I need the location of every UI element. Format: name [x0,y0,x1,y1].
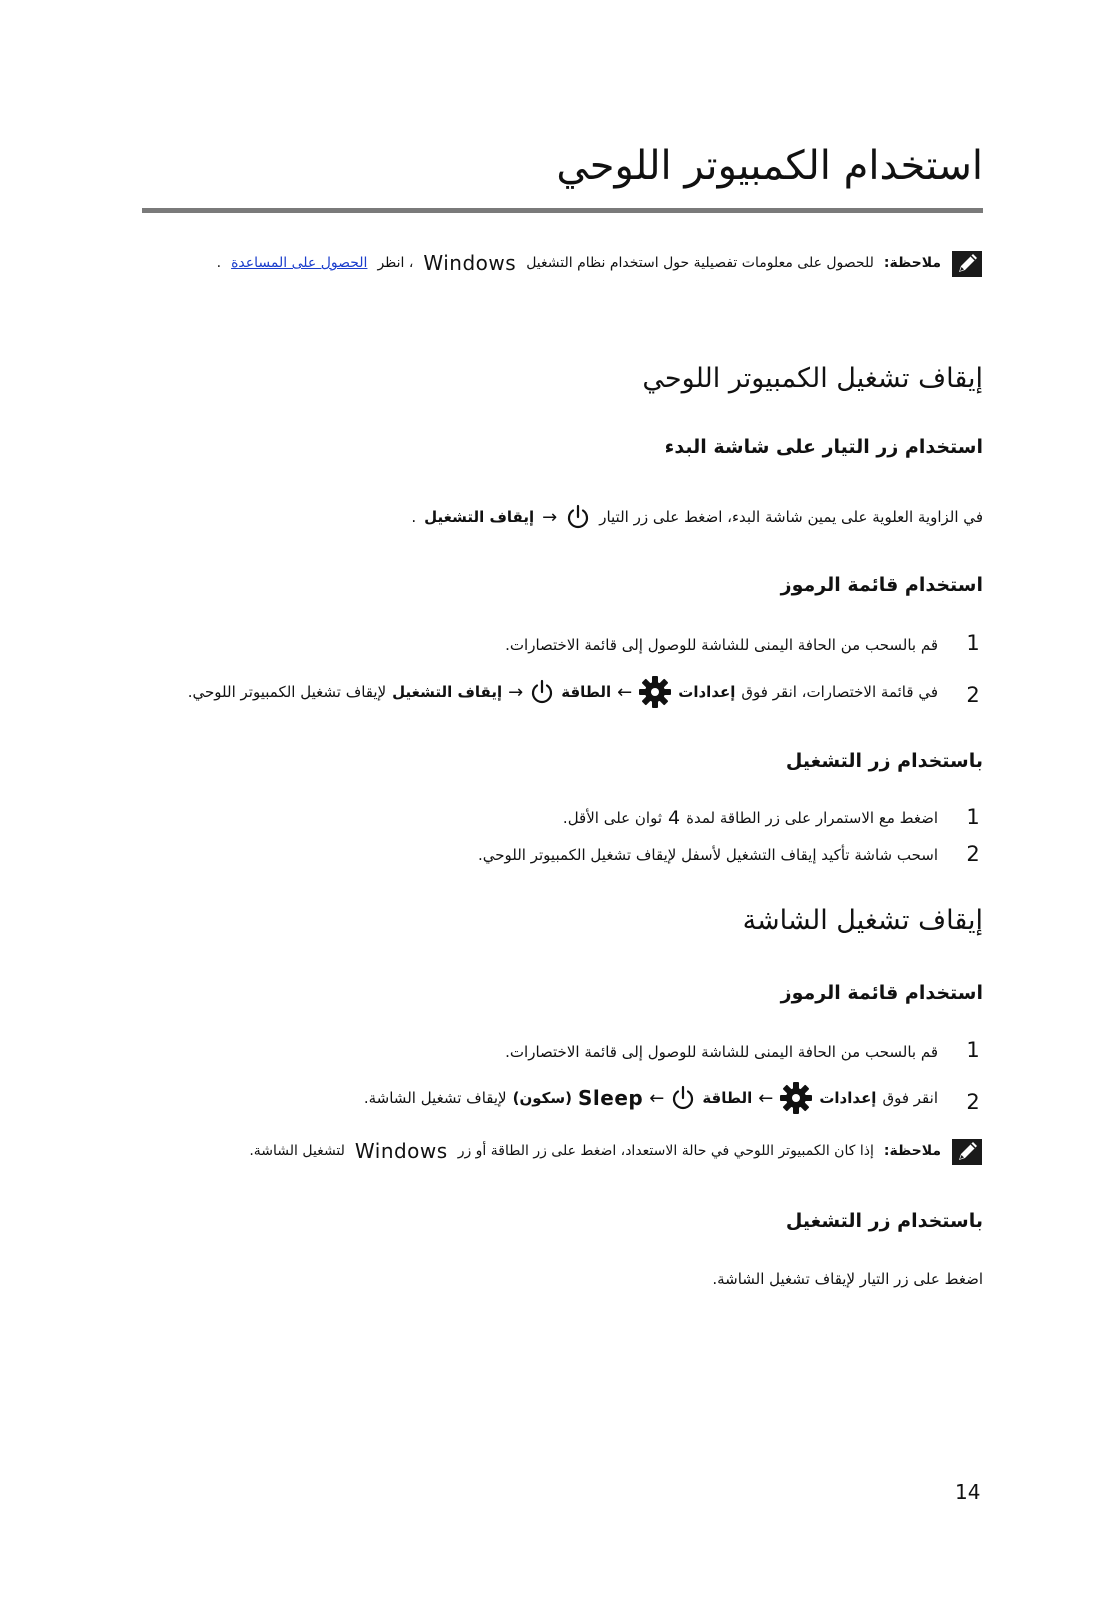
shutdown-label: إيقاف التشغيل [392,683,503,701]
power-icon [565,504,591,530]
subheading-charms-menu: استخدام قائمة الرموز [780,982,983,1004]
step-text: ثوان على الأقل. [562,809,663,827]
subheading-power-button: باستخدام زر التشغيل [785,1210,983,1232]
start-screen-instruction [411,504,983,530]
gear-icon [779,1081,813,1115]
instruction-text: في الزاوية العلوية على يمين شاشة البدء، اضغط على زر التيار [599,508,983,526]
step-text: اضغط مع الاستمرار على زر الطاقة لمدة [686,809,938,827]
power-icon [529,679,555,705]
screen-power-instruction [712,1270,983,1288]
note-text-2: لتشغيل الشاشة. [249,1143,345,1159]
step-number: 2 [966,842,980,866]
subheading-power-button: باستخدام زر التشغيل [785,750,983,772]
step-text: اسحب شاشة تأكيد إيقاف التشغيل لأسفل لإيقاف تشغيل الكمبيوتر اللوحي. [477,846,938,864]
charms-step-2 [188,675,938,709]
step-text: في قائمة الاختصارات، انقر فوق [741,683,938,701]
sleep-label-arabic: (سكون) [512,1089,572,1107]
power-label: الطاقة [702,1089,753,1107]
arrow: ← [649,1087,665,1109]
screen-step-1 [505,1043,938,1061]
instruction-period: . [411,508,417,526]
step-number: 1 [966,631,980,655]
gear-icon [638,675,672,709]
power-icon [670,1085,696,1111]
note-text-2: ، انظر [377,255,414,271]
power-label: الطاقة [561,683,612,701]
note-sleep [249,1136,983,1166]
page-title: استخدام الكمبيوتر اللوحي [556,143,983,189]
settings-label: إعدادات [819,1089,877,1107]
charms-step-1 [505,636,938,654]
step-number: 1 [966,805,980,829]
step-number: 2 [966,683,980,707]
page-number: 14 [955,1480,981,1504]
note-text: للحصول على معلومات تفصيلية حول استخدام نظام التشغيل [526,255,874,271]
step-text: قم بالسحب من الحافة اليمنى للشاشة للوصول إلى قائمة الاختصارات. [505,636,938,654]
note-windows: Windows [423,251,517,275]
step-text: لإيقاف تشغيل الشاشة. [363,1089,507,1107]
note-top [217,248,983,278]
subheading-charms-menu: استخدام قائمة الرموز [780,574,983,596]
section-heading-tablet-shutdown: إيقاف تشغيل الكمبيوتر اللوحي [642,363,983,394]
step-text: قم بالسحب من الحافة اليمنى للشاشة للوصول إلى قائمة الاختصارات. [505,1043,938,1061]
note-period: . [216,255,222,271]
note-text: إذا كان الكمبيوتر اللوحي في حالة الاستعداد، اضغط على زر الطاقة أو زر [457,1143,874,1159]
note-label: ملاحظة: [883,255,941,271]
shutdown-label: إيقاف التشغيل [424,508,535,526]
arrow: → [542,506,558,528]
arrow: → [508,681,524,703]
power-button-step-2 [478,846,938,864]
note-pencil-icon [951,248,983,278]
subheading-start-screen-power: استخدام زر التيار على شاشة البدء [664,436,983,458]
power-button-step-1 [563,807,938,829]
step-number: 1 [966,1038,980,1062]
sleep-label: Sleep [578,1086,644,1110]
arrow: ← [758,1087,774,1109]
settings-label: إعدادات [678,683,736,701]
arrow: ← [617,681,633,703]
title-underline [142,208,983,213]
section-heading-screen-off: إيقاف تشغيل الشاشة [742,905,983,936]
note-pencil-icon [951,1136,983,1166]
step-text: انقر فوق [882,1089,938,1107]
note-windows: Windows [354,1139,448,1163]
screen-step-2 [364,1081,938,1115]
help-link[interactable]: الحصول على المساعدة [231,255,368,271]
step-text: لإيقاف تشغيل الكمبيوتر اللوحي. [187,683,387,701]
step-number: 2 [966,1090,980,1114]
note-label: ملاحظة: [883,1143,941,1159]
instruction-text: اضغط على زر التيار لإيقاف تشغيل الشاشة. [712,1270,983,1288]
seconds-number: 4 [668,807,681,829]
